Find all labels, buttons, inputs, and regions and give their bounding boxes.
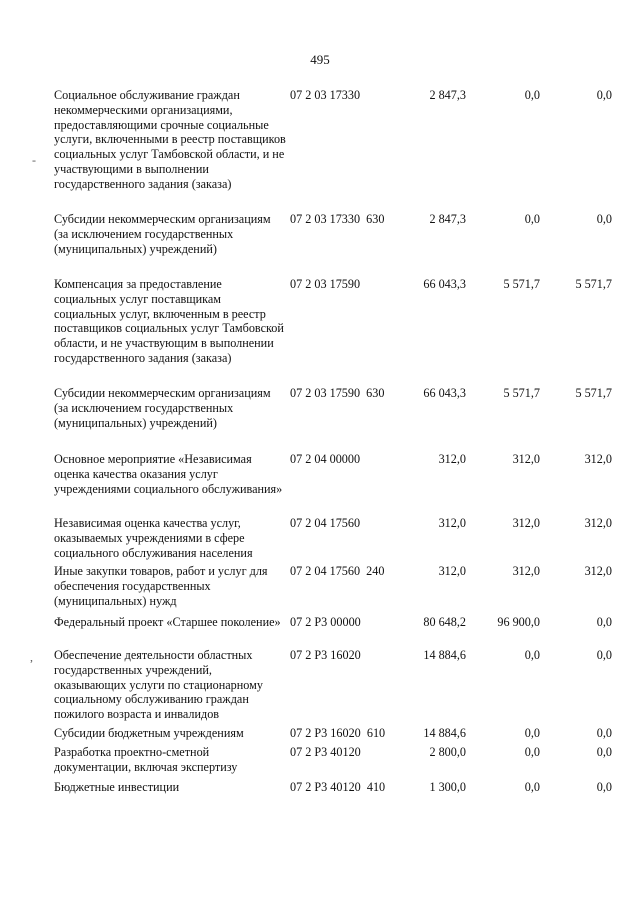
row-value-1: 66 043,3 (423, 277, 466, 291)
row-description: Федеральный проект «Старшее поколение» (54, 615, 281, 629)
row-description: Субсидии некоммерческим организациям (за исключением государственных (муниципальных) учреждений) (54, 386, 271, 430)
row-value-3: 0,0 (596, 88, 612, 102)
row-value-3: 0,0 (596, 726, 612, 740)
row-description: Иные закупки товаров, работ и услуг для обеспечения государственных (муниципальных) нужд (54, 564, 268, 608)
row-value-3: 0,0 (596, 745, 612, 759)
row-value-2: 0,0 (524, 648, 540, 662)
row-value-3: 312,0 (584, 452, 612, 466)
row-code: 07 2 P3 16020 (290, 648, 361, 662)
row-value-2: 0,0 (524, 745, 540, 759)
row-value-1: 66 043,3 (423, 386, 466, 400)
row-code: 07 2 P3 00000 (290, 615, 361, 629)
row-value-1: 312,0 (438, 564, 466, 578)
row-description: Субсидии бюджетным учреждениям (54, 726, 244, 740)
row-value-3: 0,0 (596, 212, 612, 226)
row-value-2: 96 900,0 (497, 615, 540, 629)
row-code: 07 2 04 00000 (290, 452, 361, 466)
row-value-3: 5 571,7 (575, 277, 612, 291)
row-value-2: 312,0 (512, 516, 540, 530)
row-value-1: 2 800,0 (429, 745, 466, 759)
row-value-1: 1 300,0 (429, 780, 466, 794)
row-code: 07 2 P3 16020 610 (290, 726, 386, 740)
row-description: Обеспечение деятельности областных государственных учреждений, оказывающих услуги по стационарному социальному обслуживанию граждан пожилого возраста и инвалидов (54, 648, 263, 722)
row-value-2: 312,0 (512, 564, 540, 578)
row-value-1: 312,0 (438, 516, 466, 530)
row-value-2: 0,0 (524, 212, 540, 226)
row-code: 07 2 P3 40120 (290, 745, 361, 759)
row-value-3: 0,0 (596, 615, 612, 629)
row-value-1: 14 884,6 (423, 726, 466, 740)
row-code: 07 2 03 17330 630 (290, 212, 385, 226)
margin-dash-mark: , (30, 650, 33, 664)
row-code: 07 2 P3 40120 410 (290, 780, 386, 794)
row-value-3: 312,0 (584, 516, 612, 530)
row-value-1: 2 847,3 (429, 88, 466, 102)
row-value-1: 2 847,3 (429, 212, 466, 226)
row-code: 07 2 03 17590 630 (290, 386, 385, 400)
row-value-2: 0,0 (524, 780, 540, 794)
row-description: Независимая оценка качества услуг, оказываемых учреждениями в сфере социального обслуживания населения (54, 516, 253, 560)
row-value-1: 312,0 (438, 452, 466, 466)
row-value-2: 312,0 (512, 452, 540, 466)
row-value-2: 5 571,7 (503, 386, 540, 400)
row-description: Бюджетные инвестиции (54, 780, 180, 794)
page-number: 495 (310, 52, 330, 67)
row-value-2: 0,0 (524, 726, 540, 740)
row-value-1: 14 884,6 (423, 648, 466, 662)
row-description: Субсидии некоммерческим организациям (за исключением государственных (муниципальных) учреждений) (54, 212, 271, 256)
row-value-3: 0,0 (596, 780, 612, 794)
row-description: Разработка проектно-сметной документации, включая экспертизу (54, 745, 238, 774)
row-value-1: 80 648,2 (423, 615, 466, 629)
row-value-2: 0,0 (524, 88, 540, 102)
row-value-2: 5 571,7 (503, 277, 540, 291)
row-description: Компенсация за предоставление социальных услуг поставщикам социальных услуг, включенным в реестр поставщиков социальных услуг Тамбовской области, и не участвующим в выполнении государственного задания (заказа) (54, 277, 284, 365)
row-value-3: 312,0 (584, 564, 612, 578)
row-code: 07 2 03 17590 (290, 277, 361, 291)
row-value-3: 0,0 (596, 648, 612, 662)
row-code: 07 2 03 17330 (290, 88, 361, 102)
row-value-3: 5 571,7 (575, 386, 612, 400)
row-code: 07 2 04 17560 240 (290, 564, 385, 578)
row-description: Социальное обслуживание граждан некоммерческими организациями, предоставляющими срочные социальные услуги, включенными в реестр поставщиков социальных услуг Тамбовской области, и не участвующими в выполнении государственного задания (заказа) (54, 88, 286, 191)
margin-dash-mark: - (32, 153, 36, 167)
row-description: Основное мероприятие «Независимая оценка качества оказания услуг учреждениями социального обслуживания» (54, 452, 283, 496)
row-code: 07 2 04 17560 (290, 516, 361, 530)
